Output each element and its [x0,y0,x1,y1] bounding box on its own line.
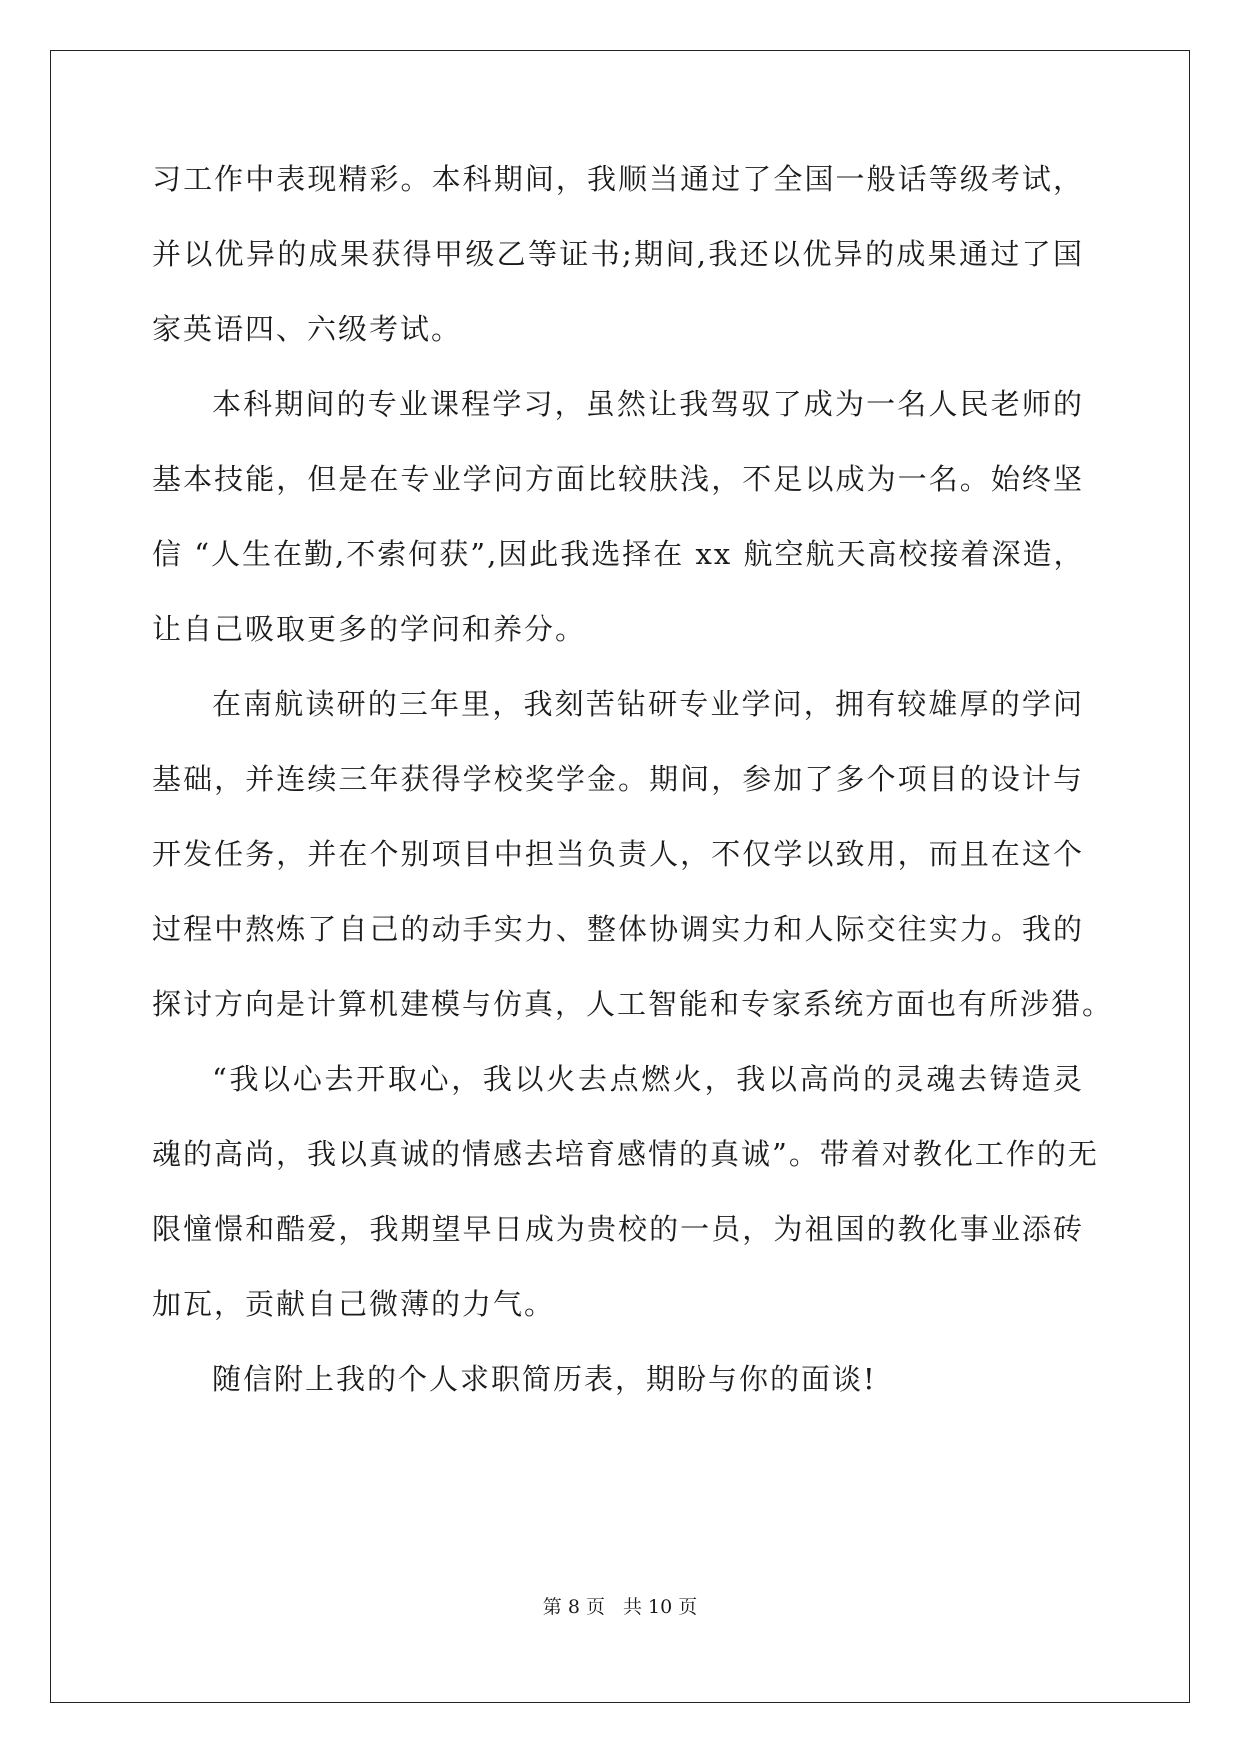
paragraph-start-line: 在南航读研的三年里，我刻苦钻研专业学问，拥有较雄厚的学问 [212,687,1084,721]
text-line: 家英语四、六级考试。 [152,312,463,346]
text-line: 加瓦，贡献自己微薄的力气。 [152,1287,556,1321]
page-total: 共 10 页 [622,1596,698,1618]
text-line: 习工作中表现精彩。本科期间，我顺当通过了全国一般话等级考试， [152,162,1084,196]
text-line: 开发任务，并在个别项目中担当负责人，不仅学以致用，而且在这个 [152,837,1084,871]
page-number: 第 8 页 [542,1596,605,1618]
text-line: 并以优异的成果获得甲级乙等证书;期间,我还以优异的成果通过了国 [152,237,1084,271]
paragraph-start-line: 随信附上我的个人求职简历表，期盼与你的面谈! [212,1362,877,1396]
text-line: 魂的高尚，我以真诚的情感去培育感情的真诚”。带着对教化工作的无 [152,1137,1099,1171]
letter-body [51,51,1189,1702]
page-frame [50,50,1190,1703]
text-line: 过程中熬炼了自己的动手实力、整体协调实力和人际交往实力。我的 [152,912,1084,946]
text-line: 让自己吸取更多的学问和养分。 [152,612,587,646]
page-footer [51,1595,1189,1619]
text-line: 基础，并连续三年获得学校奖学金。期间，参加了多个项目的设计与 [152,762,1084,796]
text-line: 信 “人生在勤,不索何获”,因此我选择在 xx 航空航天高校接着深造， [152,537,1085,571]
text-line: 探讨方向是计算机建模与仿真，人工智能和专家系统方面也有所涉猎。 [152,987,1114,1021]
paragraph-start-line: 本科期间的专业课程学习，虽然让我驾驭了成为一名人民老师的 [212,387,1084,421]
paragraph-start-line: “我以心去开取心，我以火去点燃火，我以高尚的灵魂去铸造灵 [212,1062,1084,1096]
text-line: 限憧憬和酷爱，我期望早日成为贵校的一员，为祖国的教化事业添砖 [152,1212,1084,1246]
text-line: 基本技能，但是在专业学问方面比较肤浅，不足以成为一名。始终坚 [152,462,1084,496]
